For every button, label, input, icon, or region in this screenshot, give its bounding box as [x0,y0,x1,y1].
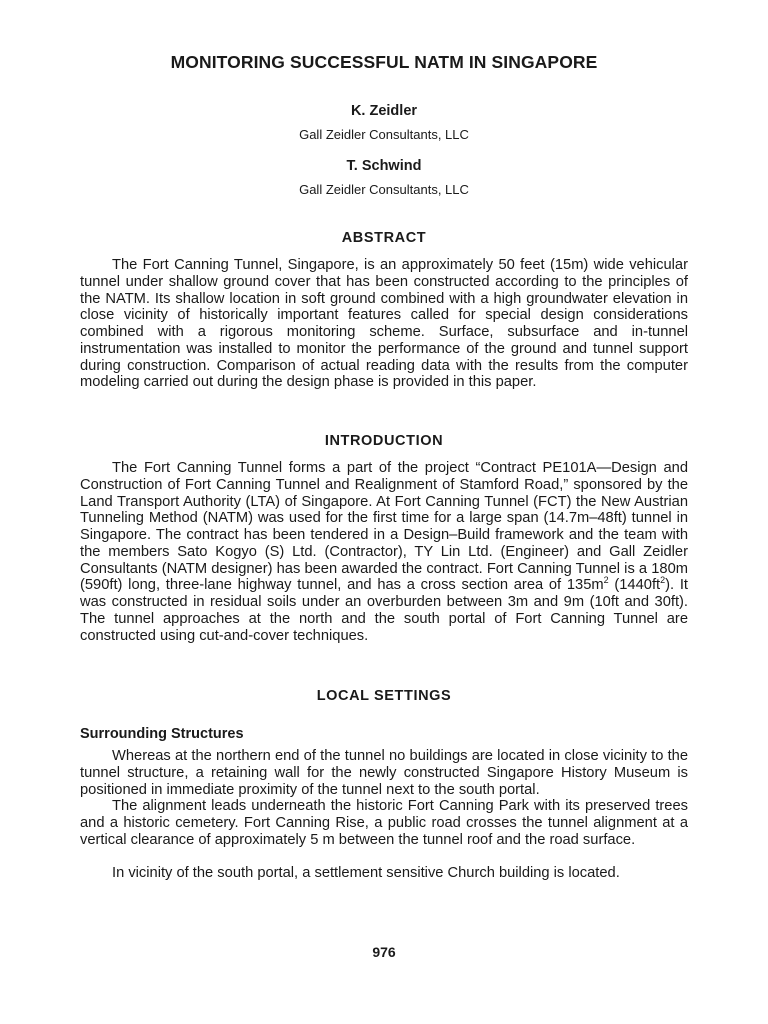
introduction-heading: INTRODUCTION [324,433,444,449]
superscript-squared-1: 2 [603,575,609,586]
introduction-text-part-1: The Fort Canning Tunnel forms a part of the project “Contract PE101A—Design and Construction of Fort Canning Tunnel and Realignment of Stamford Road,” sponsored by the Land Transport Authority (LTA) of Singapore. At Fort Canning Tunnel (FCT) the New Austrian Tunneling Method (NATM) was used for the first time for a large span (14.7m–48ft) tunnel in Singapore. The contract has been tendered in a Design–Build framework and the team with the members Sato Kogyo (S) Ltd. (Contractor), TY Lin Ltd. (Engineer) and Gall Zeidler Consultants (NATM designer) has been awarded the contract. Fort Canning Tunnel is a 180m (590ft) long, three-lane highway tunnel, and has a cross section area of 135m [80,460,688,594]
introduction-text-part-2: (1440ft [608,577,661,594]
local-settings-heading: LOCAL SETTINGS [316,688,452,704]
page-number: 976 [372,944,396,960]
author-name-1: K. Zeidler [350,103,418,119]
introduction-paragraph [80,460,688,644]
document-page [80,0,688,1024]
author-affiliation-2: Gall Zeidler Consultants, LLC [299,182,469,197]
introduction-text-part-3: ). It was constructed in residual soils under an overburden between 3m and 9m (10ft and 30ft). The tunnel approaches at the north and the south portal of Fort Canning Tunnel are constructed using cut-and-cover techniques. [80,577,688,644]
abstract-paragraph: The Fort Canning Tunnel, Singapore, is an approximately 50 feet (15m) wide vehicular tunnel under shallow ground cover that has been constructed according to the principles of the NATM. Its shallow location in soft ground combined with a high groundwater elevation in close vicinity of historically important features called for special design considerations combined with a rigorous monitoring scheme. Surface, subsurface and in-tunnel instrumentation was installed to monitor the performance of the ground and tunnel support during construction. Comparison of actual reading data with the results from the computer modeling carried out during the design phase is provided in this paper. [80,257,688,391]
author-name-2: T. Schwind [346,158,422,174]
local-settings-paragraph-2: The alignment leads underneath the historic Fort Canning Park with its preserved trees and a historic cemetery. Fort Canning Rise, a public road crosses the tunnel alignment at a vertical clearance of approximately 5 m between the tunnel roof and the road surface. [80,798,688,848]
author-affiliation-1: Gall Zeidler Consultants, LLC [299,127,469,142]
surrounding-structures-subheading: Surrounding Structures [80,726,244,742]
abstract-heading: ABSTRACT [341,230,427,246]
local-settings-paragraph-1: Whereas at the northern end of the tunnel no buildings are located in close vicinity to the tunnel structure, a retaining wall for the newly constructed Singapore History Museum is positioned in immediate proximity of the tunnel next to the south portal. [80,748,688,798]
superscript-squared-2: 2 [660,575,666,586]
local-settings-paragraph-3: In vicinity of the south portal, a settlement sensitive Church building is located. [112,865,620,881]
paper-title: MONITORING SUCCESSFUL NATM IN SINGAPORE [170,52,598,72]
